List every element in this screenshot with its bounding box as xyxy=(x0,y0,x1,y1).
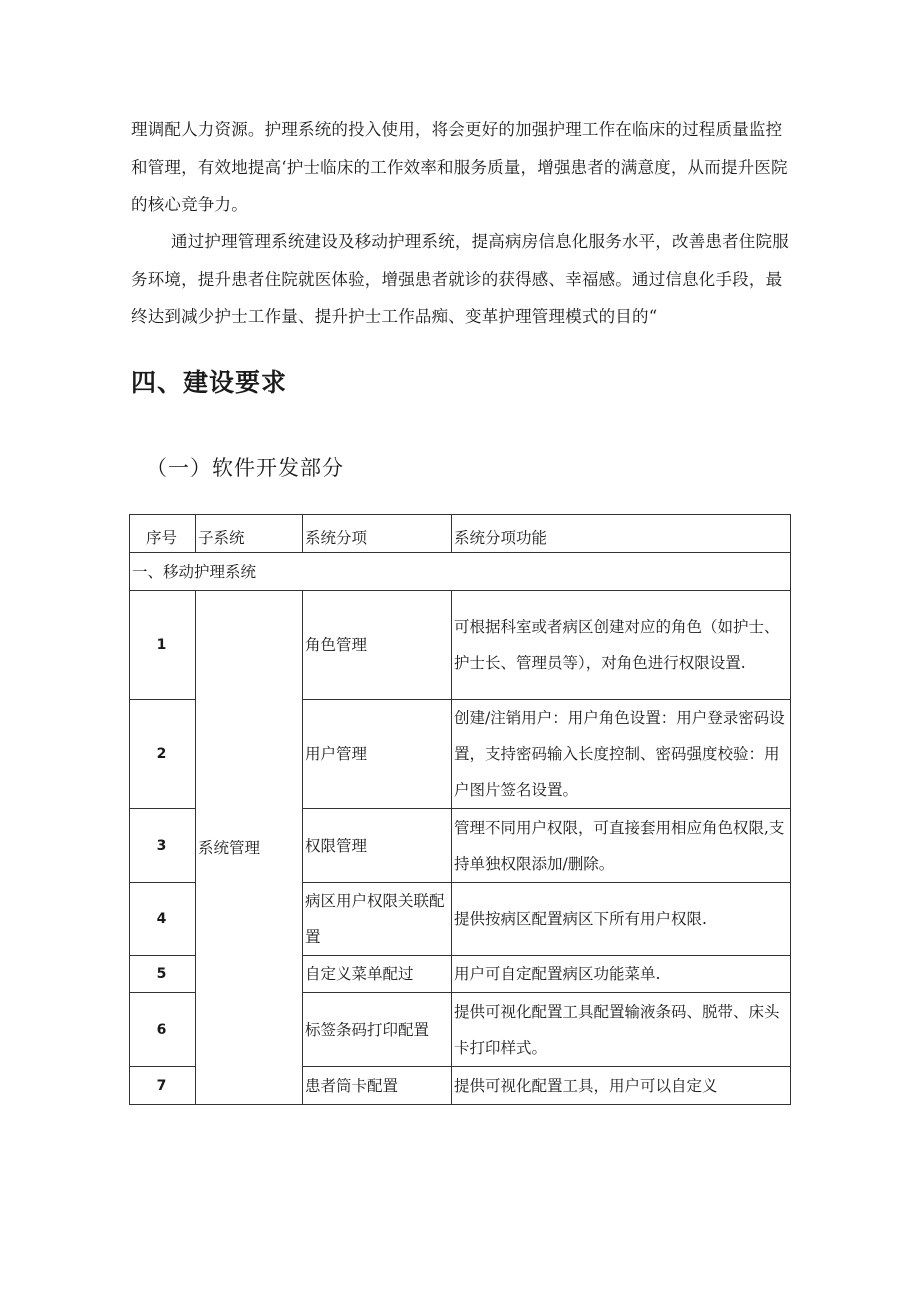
header-item: 系统分项 xyxy=(303,515,452,553)
row-item: 用户管理 xyxy=(303,700,452,809)
header-subsystem: 子系统 xyxy=(196,515,303,553)
header-function: 系统分项功能 xyxy=(452,515,791,553)
row-function: 可根据科室或者病区创建对应的角色（如护士、护士长、管理员等），对角色进行权限设置. xyxy=(452,591,791,700)
row-index: 2 xyxy=(130,700,196,809)
table-header-row xyxy=(130,515,791,553)
section-row-label: 一、移动护理系统 xyxy=(130,553,791,591)
row-item: 病区用户权限关联配置 xyxy=(303,883,452,956)
row-index: 7 xyxy=(130,1067,196,1105)
row-function: 创建/注销用户：用户角色设置：用户登录密码设置，支持密码输入长度控制、密码强度校验：用户图片签名设置。 xyxy=(452,700,791,809)
header-index: 序号 xyxy=(130,515,196,553)
section-heading: 四、建设要求 xyxy=(131,368,288,397)
subsystem-cell: 系统管理 xyxy=(196,591,303,1105)
row-item: 标签条码打印配置 xyxy=(303,993,452,1067)
row-index: 1 xyxy=(130,591,196,700)
row-index: 4 xyxy=(130,883,196,956)
row-index: 6 xyxy=(130,993,196,1067)
row-item: 权限管理 xyxy=(303,809,452,883)
subsection-heading: （一）软件开发部分 xyxy=(146,456,344,480)
body-paragraph-1: 理调配人力资源。护理系统的投入使用，将会更好的加强护理工作在临床的过程质量监控和管理，有效地提高‘护士临床的工作效率和服务质量，增强患者的满意度，从而提升医院的核心竞争力。 xyxy=(131,120,788,214)
row-index: 3 xyxy=(130,809,196,883)
row-item: 自定义菜单配过 xyxy=(303,956,452,993)
row-index: 5 xyxy=(130,956,196,993)
requirements-table xyxy=(129,514,791,1105)
row-item: 角色管理 xyxy=(303,591,452,700)
table-section-row xyxy=(130,553,791,591)
row-function: 提供按病区配置病区下所有用户权限. xyxy=(452,883,791,956)
row-function: 提供可视化配置工具，用户可以自定义 xyxy=(452,1067,791,1105)
table-row xyxy=(130,591,791,700)
row-function: 用户可自定配置病区功能菜单. xyxy=(452,956,791,993)
body-paragraph-2: 通过护理管理系统建设及移动护理系统，提高病房信息化服务水平，改善患者住院服务环境，提升患者住院就医体验，增强患者就诊的获得感、幸福感。通过信息化手段，最终达到减少护士工作量、提升护士工作品痴、变革护理管理模式的目的“ xyxy=(131,232,789,326)
row-function: 管理不同用户权限，可直接套用相应角色权限,支持单独权限添加/删除。 xyxy=(452,809,791,883)
row-function: 提供可视化配置工具配置输液条码、脱带、床头卡打印样式。 xyxy=(452,993,791,1067)
row-item: 患者筒卡配置 xyxy=(303,1067,452,1105)
